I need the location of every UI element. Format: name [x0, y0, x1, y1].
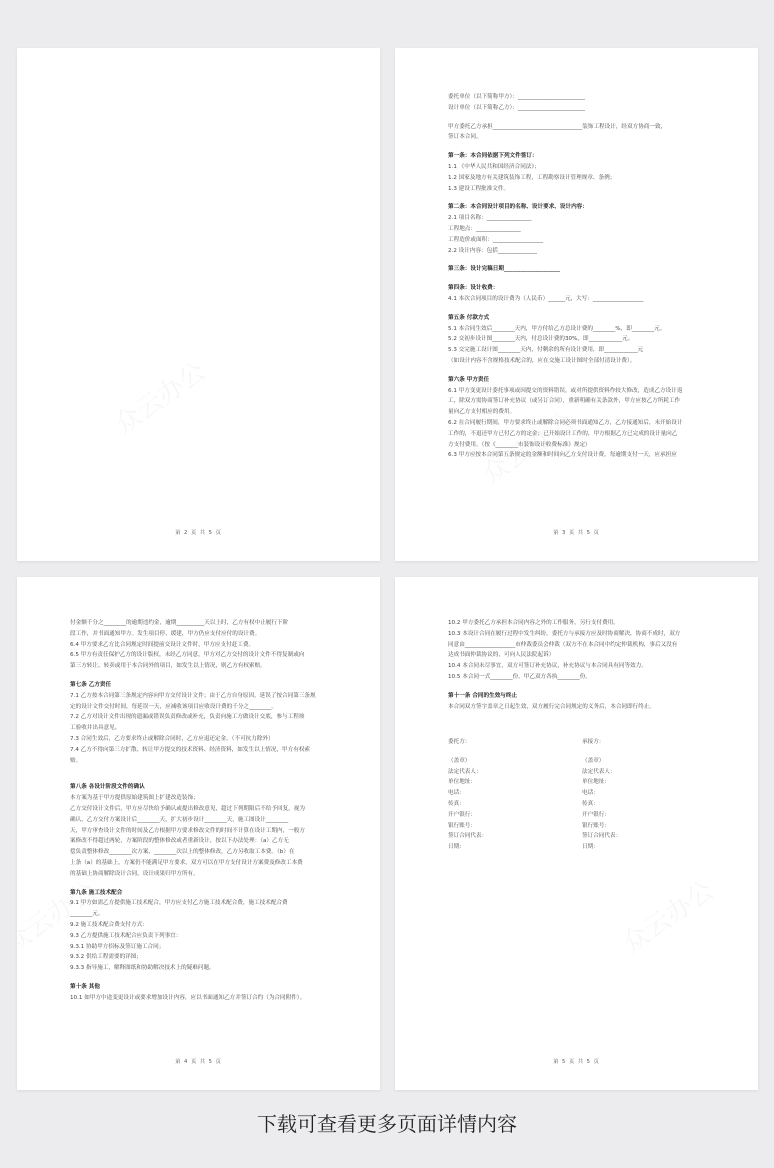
body-line: 7.1 乙方按本合同第三条规定内容向甲方交付设计文件；由于乙方自身原因，延误了按合同第三条规 [70, 692, 316, 699]
body-line: 第三方转让、转卖或用于本合同外的项目，如发生以上情况，则乙方有权索赔。 [70, 663, 266, 670]
body-line: 9.3.1 协助甲方招标及签订施工合同； [70, 943, 165, 950]
page-body [448, 92, 716, 461]
body-line: 6.1 甲方变更设计委托事项或因提交的资料错误，或对所提供资料作较大修改，造成乙方设计返 [448, 387, 683, 394]
body-line: 7.3 合同生效后，乙方要求终止或解除合同时，乙方应退还定金。（不可抗力除外） [70, 735, 274, 742]
spacer [448, 683, 716, 691]
page-footer: 第 2 页 共 5 页 [175, 530, 222, 536]
signature-field: 日期： [448, 844, 465, 851]
signature-field: 承接方： [582, 739, 605, 745]
section-heading: 第六条 甲方责任 [448, 376, 490, 383]
download-caption: 下载可查看更多页面详情内容 [257, 1112, 517, 1136]
body-line: 1.2 国家及地方有关建筑装饰工程，工程勘察设计管理规章、条例； [448, 174, 616, 181]
signature-left [448, 737, 582, 853]
body-line: 1.3 建设工程批准文件。 [448, 185, 510, 192]
body-line: 10.2 甲方委托乙方承担本合同内容之外的工作服务，另行支付费用。 [448, 620, 619, 626]
spacer [448, 114, 716, 122]
signature-field: 电话： [448, 790, 465, 797]
body-line: 工验收并出具意见。 [70, 725, 121, 732]
spacer [448, 194, 716, 202]
signature-field: 委托方： [448, 739, 471, 745]
body-line: 方支付费用。（按《________市装饰设计收费标准》规定） [448, 441, 591, 448]
body-line: 9.1 甲方如需乙方提供施工技术配合，甲方应支付乙方施工技术配合费，施工技术配合费 [70, 900, 288, 907]
body-line: 工，除双方需协商签订补充协议（或另订合同），重新明确有关条款外，甲方应按乙方所耗工作 [448, 398, 681, 405]
body-line: 的基础上协商解除设计合同，设计成果归甲方所有。 [70, 870, 199, 877]
page-footer: 第 3 页 共 5 页 [553, 530, 600, 536]
body-line: 9.3.3 指导施工，解释图纸和协助解决技术上的疑难问题。 [70, 965, 215, 972]
body-line: 9.3 乙方提供施工技术配合应负责下列事宜： [70, 932, 182, 939]
section-heading: 第四条：设计收费： [448, 285, 499, 292]
spacer [448, 748, 582, 756]
signature-field: 单位地址： [448, 779, 476, 786]
page-body [70, 618, 338, 1004]
body-line: 5.1 本合同生效后________天内，甲方付给乙方总设计费的________%，即________元。 [448, 325, 666, 332]
spacer [70, 766, 338, 774]
body-line: 2.1 项目名称：________________ [448, 215, 532, 222]
body-line: 偿负责整体修改________次方案，________次以上的整体修改，乙方另收取工本费。（b）在 [70, 849, 295, 856]
section-heading: 第五条 付款方式 [448, 314, 490, 321]
body-line: 7.2 乙方对设计文件出现的遗漏或错误负责修改或补充，负责向施工方做设计交底，参与工程竣 [70, 714, 305, 721]
spacer [70, 974, 338, 982]
page-footer: 第 5 页 共 5 页 [553, 1059, 600, 1065]
signature-field: 日期： [582, 844, 599, 851]
spacer [70, 672, 338, 680]
body-line: 10.5 本合同一式________份，甲乙双方各执________份。 [448, 673, 591, 680]
body-line: 6.4 甲方要求乙方比合同规定时间提前交设计文件时，甲方应支付赶工费。 [70, 641, 255, 648]
signature-field: 电话： [582, 790, 599, 797]
body-line: 5.2 交初步设计图________天内，付总设计费的30%，即____________元。 [448, 336, 634, 343]
section-heading: 第七条 乙方责任 [70, 681, 112, 688]
signature-field: 银行账号： [448, 822, 476, 829]
body-line: 天，甲方审查设计文件的时间及乙方根据甲方要求修改文件的时间不计算在设计工期内，一般方 [70, 827, 305, 834]
body-line: 10.4 本合同未尽事宜，双方可签订补充协议，补充协议与本合同具有同等效力。 [448, 663, 647, 670]
section-heading: 第一条：本合同依据下列文件签订： [448, 153, 538, 160]
signature-field: 传真： [582, 800, 599, 807]
body-line: 1.1 《中华人民共和国经济合同法》； [448, 163, 540, 170]
body-line: 签订本合同。 [448, 134, 482, 141]
spacer [448, 367, 716, 375]
page-3 [395, 48, 758, 561]
signature-field: 签订合同代表： [582, 833, 622, 840]
signature-field: 传真： [448, 800, 465, 807]
signature-field: 法定代表人： [448, 768, 482, 775]
body-line: 9.3.2 供给工程需要的详图； [70, 954, 142, 961]
section-heading: 第九条 施工技术配合 [70, 889, 123, 896]
body-line: 10.3 本设计合同在履行过程中发生纠纷，委托方与承接方应及时协商解决，协商不成时，双方 [448, 630, 681, 637]
signature-field: 开户银行： [582, 811, 610, 818]
spacer [448, 143, 716, 151]
section-heading: 第八条 各设计阶段文件的确认 [70, 784, 145, 791]
page-2 [17, 48, 380, 561]
body-line: （如设计内容不含规格技术配合的，应在交施工设计图时全部付清设计费）。 [448, 357, 636, 364]
spacer [448, 275, 716, 283]
body-line: 本方案为基于甲方提供原始建筑图上扩建改造装饰； [70, 795, 199, 802]
body-line: 5.3 交完施工设计图________天内，付剩余的所有设计费用，即____________元 [448, 347, 644, 354]
body-line: 付金额千分之________的逾期违约金，逾期__________天以上时，乙方有权中止履行下阶 [70, 620, 289, 626]
body-line: 10.1 如甲方中途变更设计或要求增加设计内容，应以书面通知乙方并签订合约（为合同附件）。 [70, 994, 306, 1001]
page-footer: 第 4 页 共 5 页 [175, 1059, 222, 1065]
section-heading: 第十一条 合同的生效与终止 [448, 692, 518, 699]
body-line: 9.2 施工技术配合费支付方式： [70, 921, 148, 928]
body-line: 委托单位（以下简称甲方）：________________________ [448, 94, 586, 100]
body-line: 量向乙方支付相应的费用。 [448, 409, 516, 416]
signature-right [582, 737, 716, 853]
signature-block [448, 737, 716, 853]
signature-field: 签订合同代表： [448, 833, 488, 840]
section-heading: 第十条 其他 [70, 983, 100, 990]
page-5 [395, 577, 758, 1090]
body-line: 案修改不得超过两轮，方案阶段的整体修改或者重新设计，按以下办法处理：（a）乙方无 [70, 838, 289, 845]
signature-field: （盖章） [582, 757, 605, 764]
body-line: 甲方委托乙方承担________________________________装饰工程设计，经双方协商一致， [448, 123, 667, 130]
body-line: 乙方交付设计文件后，甲方应尽快给予确认或提出修改意见，超过下列期限后不给予回复，视为 [70, 805, 305, 812]
body-line: 2.2 设计内容：包括______________ [448, 247, 537, 254]
page-body [448, 618, 716, 712]
signature-field: 法定代表人： [582, 768, 616, 775]
body-line: 同意由__________________市仲裁委员会仲裁（双方不在本合同中约定仲裁机构，事后又没有 [448, 641, 678, 648]
body-line: 设计单位（以下简称乙方）：________________________ [448, 104, 586, 111]
body-line: 定的设计文件交付时间，每延误一天，应减收该项目应收设计费的千分之________。 [70, 703, 277, 710]
body-line: 6.2 在合同履行期间，甲方要求终止或解除合同必须书面通知乙方，乙方接通知后，未开始设计 [448, 419, 683, 426]
body-line: 7.4 乙方不得向第三方扩散、转让甲方提交的技术资料、经济资料，如发生以上情况，甲方有权索 [70, 746, 311, 753]
spacer [448, 305, 716, 313]
body-line: 赔。 [70, 757, 82, 764]
spacer [448, 256, 716, 264]
body-line: 确认，乙方交付方案设计后________天，扩大初步设计________天，施工图设计________ [70, 816, 289, 823]
body-line: 本合同双方签字盖章之日起生效，双方履行完合同规定的义务后，本合同即行终止。 [448, 703, 655, 710]
signature-field: （盖章） [448, 757, 471, 764]
spacer [70, 774, 338, 782]
body-line: ________元。 [70, 911, 104, 918]
spacer [582, 748, 716, 756]
body-line: 6.5 甲方有责任保护乙方的设计版权，未经乙方同意，甲方对乙方交付的设计文件不得复制或向 [70, 652, 305, 659]
body-line: 工程地点：________________ [448, 225, 521, 232]
signature-field: 银行账号： [582, 822, 610, 829]
body-line: 达成书面仲裁协议的，可向人民法院起诉） [448, 652, 555, 659]
watermark [614, 871, 720, 961]
body-line: 4.1 本次合同项目的设计费为（人民币）______元，大写：__________________ [448, 295, 644, 302]
body-line: 工作的，不退还甲方已付乙方的定金；已开始设计工作的，甲方根据乙方已完成的设计量向乙 [448, 430, 678, 437]
signature-field: 单位地址： [582, 779, 610, 786]
body-line: 6.3 甲方应按本合同第五条规定的金额和时间向乙方支付设计费，每逾期支付一天，应承担应 [448, 452, 677, 459]
page-4 [17, 577, 380, 1090]
spacer [70, 880, 338, 888]
section-heading: 第三条：设计完稿日期____________________ [448, 266, 560, 273]
section-heading: 第二条：本合同设计项目的名称、设计要求、设计内容： [448, 204, 588, 211]
body-line: 上条（a）的基础上，方案仍不能满足甲方要求，双方可以在甲方支付设计方案费及修改工本费 [70, 859, 303, 866]
signature-field: 开户银行： [448, 811, 476, 818]
body-line: 工程造价或面积：__________________ [448, 236, 544, 243]
watermark [106, 352, 212, 442]
body-line: 段工作，并书面通知甲方。发生项目停、缓建，甲方仍应支付应付的设计费。 [70, 630, 261, 637]
